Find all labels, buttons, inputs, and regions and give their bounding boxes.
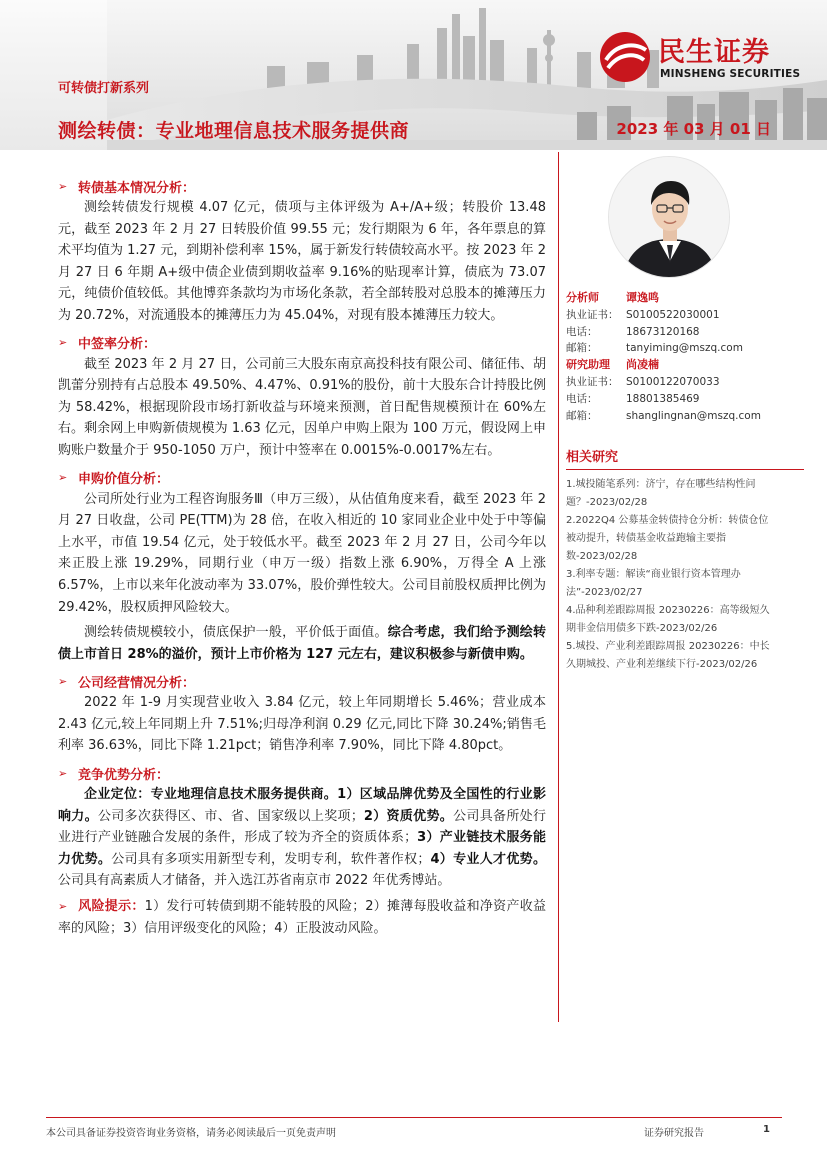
arrow-bullet-icon: ➢ — [58, 900, 68, 914]
advantage-text-run: 公司具有高素质人才储备，并入选江苏省南京市 2022 年优秀博站。 — [58, 873, 451, 889]
arrow-bullet-icon: ➢ — [58, 471, 68, 485]
advantage-text-run: 公司具有多项实用新型专利，发明专利，软件著作权； — [111, 851, 431, 867]
logo-chinese-text: 民生证券 — [658, 37, 770, 68]
assistant-role: 研究助理 — [566, 358, 610, 372]
related-research-list — [566, 476, 778, 674]
analyst-role-row — [566, 290, 776, 307]
assistant-name: 尚凌楠 — [626, 358, 659, 372]
analyst-phone-row — [566, 324, 776, 341]
arrow-bullet-icon: ➢ — [58, 336, 68, 350]
conclusion-bold-text: 综合考虑，我们给予测绘转债上市首日 28%的溢价，预计上市价格为 127 元左右，建议积极参与新债申购。 — [58, 625, 546, 662]
section-paragraph: 测绘转债发行规模 4.07 亿元，债项与主体评级为 A+/A+级；转股价 13.48 元，截至 2023 年 2 月 27 日转股价值 99.55 元；发行期限为 6 年，各年票息的算术平均值为 1.27 元，到期补偿利率 15%，属于新发行转债较高水平。按 2023 年 2 月 27 日 6 年期 A+级中债企业债到期收益率 9.16%的贴现率计算，债底为 73.07 元，纯债价值较低。其他博弈条款均为市场化条款，若全部转股对总股本的摊薄压力为 20.72%，对流通股本的摊薄压力为 45.04%，对现有股本摊薄压力较大。 — [58, 200, 546, 323]
section-heading-text: 转债基本情况分析： — [78, 180, 196, 196]
email-address[interactable]: shanglingnan@mszq.com — [626, 409, 761, 422]
section-heading-text: 中签率分析： — [78, 337, 157, 353]
advantage-bold-run: 4）专业人才优势。 — [430, 851, 546, 867]
related-research-title: 相关研究 — [566, 446, 804, 470]
column-divider — [558, 152, 559, 1022]
section-paragraph: 截至 2023 年 2 月 27 日，公司前三大股东南京高投科技有限公司、储征伟、胡凯蕾分别持有占总股本 49.50%、4.47%、0.91%的股份，前十大股东合计持股比例为 58.42%，根据现阶段市场打新收益与环境来预测，首日配售规模预计在 60%左右。剩余网上申购新债规模为 1.63 亿元，因单户申购上限为 100 万元，假设网上申购账户数量介于 950-1050 万户，预计中签率在 0.0015%-0.0017%左右。 — [58, 356, 546, 458]
logo-english-text: MINSHENG SECURITIES — [660, 68, 801, 80]
section-heading-text: 申购价值分析： — [78, 472, 170, 488]
sidebar — [566, 156, 776, 674]
minsheng-logo-mark-icon — [598, 30, 652, 84]
related-research-item[interactable]: 5.城投、产业利差跟踪周报 20230226：中长久期城投、产业利差继续下行-2023/02/26 — [566, 641, 770, 671]
assistant-phone-row — [566, 391, 776, 408]
advantage-text-run: 公司具备所处行业进行产业链融合发展的条件，形成了较为齐全的资质体系； — [58, 808, 546, 846]
section-paragraph: 公司所处行业为工程咨询服务Ⅲ（申万三级），从估值角度来看，截至 2023 年 2 月 27 日收盘，公司 PE(TTM)为 28 倍，在收入相近的 10 家同业企业中处于中等偏上水平，市值 19.54 亿元，处于较低水平。截至 2023 年 2 月 27 日，公司今年以来正股上涨 19.29%，同期行业（申万一级）指数上涨 6.90%，万得全 A 上涨 6.57%，上市以来年化波动率为 33.07%，股价弹性较大。公司目前股权质押比例为 29.42%，股权质押风险较大。 — [58, 491, 546, 615]
assistant-cert-row — [566, 374, 776, 391]
phone-number: 18673120168 — [626, 325, 700, 338]
arrow-bullet-icon: ➢ — [58, 179, 68, 193]
section-heading — [58, 468, 546, 488]
advantage-bold-run: 2）资质优势。 — [363, 808, 454, 824]
competitive-advantage-paragraph — [58, 784, 546, 892]
footer-page-number: 1 — [763, 1124, 770, 1135]
analyst-role: 分析师 — [566, 291, 599, 304]
risk-label: 风险提示： — [78, 899, 145, 915]
section-heading — [58, 176, 546, 196]
footer-divider — [46, 1117, 782, 1118]
email-address[interactable]: tanyiming@mszq.com — [626, 342, 743, 355]
section-paragraph: 2022 年 1-9 月实现营业收入 3.84 亿元，较上年同期增长 5.46%；营业成本 2.43 亿元,较上年同期上升 7.51%;归母净利润 0.29 亿元,同比下降 30.24%;销售毛利率 36.63%，同比下降 1.21pct；销售净利率 7.90%，同比下降 4.80pct。 — [58, 695, 546, 754]
advantage-text-run: 公司多次获得区、市、省、国家级以上奖项； — [97, 808, 364, 824]
analyst-email-row — [566, 340, 776, 357]
cert-label: 执业证书： — [566, 308, 619, 321]
related-research-item[interactable]: 2.2022Q4 公募基金转债持仓分析：转债仓位被动提升，转债基金收益跑输主要指数-2023/02/28 — [566, 515, 769, 563]
arrow-bullet-icon: ➢ — [58, 766, 68, 780]
analyst-card — [566, 290, 776, 424]
assistant-role-row — [566, 357, 776, 374]
related-research-item[interactable]: 3.利率专题：解读“商业银行资本管理办法”-2023/02/27 — [566, 569, 741, 599]
main-content — [58, 176, 546, 939]
cert-number: S0100522030001 — [626, 308, 720, 321]
analyst-cert-row — [566, 307, 776, 324]
advantage-bold-run: 3）产业链技术服务能力优势。 — [58, 830, 546, 867]
section-heading — [58, 333, 546, 353]
footer-disclaimer: 本公司具备证券投资咨询业务资格，请务必阅读最后一页免责声明 — [46, 1128, 336, 1139]
report-title: 测绘转债：专业地理信息技术服务提供商 — [58, 120, 410, 142]
email-label: 邮箱： — [566, 409, 598, 422]
analyst-photo — [608, 156, 730, 278]
related-research-item[interactable]: 4.品种利差跟踪周报 20230226：高等级短久期非金信用债多下跌-2023/02/26 — [566, 605, 770, 635]
section-heading-text: 公司经营情况分析： — [78, 675, 196, 691]
section-heading-text: 竞争优势分析： — [78, 767, 170, 783]
analyst-name: 谭逸鸣 — [626, 291, 659, 304]
risk-warning — [58, 896, 546, 939]
report-date: 2023 年 03 月 01 日 — [616, 120, 771, 138]
section-heading — [58, 763, 546, 783]
minsheng-logo — [598, 30, 808, 84]
phone-number: 18801385469 — [626, 392, 700, 405]
report-series: 可转债打新系列 — [58, 81, 150, 96]
related-research-item[interactable]: 1.城投随笔系列：济宁，存在哪些结构性问题？-2023/02/28 — [566, 479, 756, 509]
analyst-portrait-icon — [609, 157, 730, 278]
conclusion-paragraph — [58, 622, 546, 665]
footer-report-type: 证券研究报告 — [644, 1128, 704, 1139]
assistant-email-row — [566, 408, 776, 425]
phone-label: 电话： — [566, 392, 598, 405]
email-label: 邮箱： — [566, 342, 598, 355]
conclusion-normal-text: 测绘转债规模较小，债底保护一般，平价低于面值。 — [84, 625, 388, 641]
risk-text: 1）发行可转债到期不能转股的风险；2）摊薄每股收益和净资产收益率的风险；3）信用评级变化的风险；4）正股波动风险。 — [58, 899, 546, 936]
cert-label: 执业证书： — [566, 375, 619, 388]
cert-number: S0100122070033 — [626, 375, 720, 388]
advantage-bold-run: 企业定位：专业地理信息技术服务提供商。1）区域品牌优势及全国性的行业影响力。 — [58, 787, 546, 824]
phone-label: 电话： — [566, 325, 598, 338]
section-heading — [58, 671, 546, 691]
header-banner — [0, 0, 827, 150]
arrow-bullet-icon: ➢ — [58, 674, 68, 688]
